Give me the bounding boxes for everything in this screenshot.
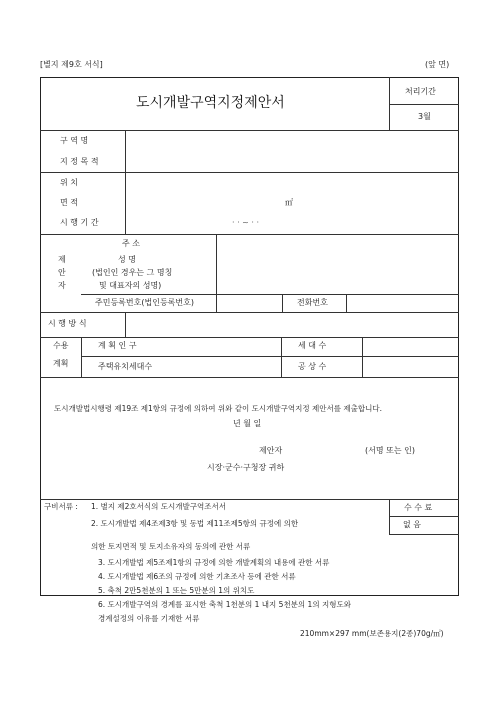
- paper-spec: 210mm×297 mm(보존용지(2종)70g/㎡): [300, 629, 444, 638]
- fee-label: 수 수 료: [404, 503, 433, 512]
- attachments-label: 구비서류 :: [44, 502, 78, 511]
- form-title: 도시개발구역지정제안서: [136, 95, 285, 111]
- fee-value: 없 음: [403, 520, 421, 529]
- proposer-label-2: 안: [58, 268, 66, 277]
- corp-note-line2: 및 대표자의 성명): [99, 281, 162, 290]
- form-number: [별지 제9호 서식]: [40, 60, 103, 69]
- declaration-text: 도시개발법시행령 제19조 제1항의 규정에 의하여 위와 같이 도시개발구역지정 제안서를 제출합니다.: [54, 404, 382, 413]
- housing-label: 주택유치세대수: [98, 362, 153, 371]
- area-unit: ㎡: [285, 198, 293, 207]
- registration-number-label: 주민등록번호(법인등록번호): [95, 298, 194, 307]
- purpose-label: 지 정 목 적: [60, 157, 99, 166]
- proposer-label-1: 제: [58, 255, 66, 264]
- attachment-item: 4. 도시개발법 제6조의 규정에 의한 기초조사 등에 관한 서류: [98, 572, 296, 581]
- address-label: 주 소: [122, 239, 140, 248]
- sign-or-seal: (서명 또는 인): [365, 446, 415, 455]
- corp-note-line1: (법인인 경우는 그 명칭: [92, 268, 173, 277]
- attachment-item: 1. 별지 제2호서식의 도시개발구역조서서: [91, 502, 226, 511]
- attachment-item: 5. 축척 2만5천분의 1 또는 5만분의 1의 위치도: [98, 586, 255, 595]
- page-side: (앞 면): [425, 60, 450, 69]
- phone-label: 전화번호: [297, 298, 328, 307]
- name-label: 성 명: [118, 255, 136, 264]
- attachment-item: 3. 도시개발법 제5조제1항의 규정에 의한 개발계획의 내용에 관한 서류: [98, 558, 330, 567]
- processing-period-value: 3월: [418, 112, 431, 121]
- attachment-item: 6. 도시개발구역의 경계를 표시한 축척 1천분의 1 내지 5천분의 1의 지형도와: [98, 600, 351, 609]
- plan-label-line2: 계획: [53, 359, 69, 368]
- attachment-item: 2. 도시개발법 제4조제3항 및 동법 제11조제5항의 규정에 의한: [91, 519, 299, 528]
- proposer-label-3: 자: [58, 281, 66, 290]
- population-label: 계 획 인 구: [98, 341, 137, 350]
- period-label: 시 행 기 간: [60, 218, 99, 227]
- households-label: 세 대 수: [298, 341, 327, 350]
- density-label: 공 상 수: [298, 362, 327, 371]
- area-label: 면 적: [60, 198, 78, 207]
- attachment-item: 경계설정의 이유를 기재한 서류: [98, 614, 200, 623]
- method-label: 시 행 방 식: [48, 319, 87, 328]
- period-dots: · · ~ · ·: [232, 218, 260, 227]
- plan-label-line1: 수용: [53, 341, 69, 350]
- recipient: 시장·군수·구청장 귀하: [207, 463, 285, 472]
- attachment-item: 의한 토지면적 및 토지소유자의 동의에 관한 서류: [91, 542, 251, 551]
- processing-period-label: 처리기간: [405, 87, 436, 96]
- location-label: 위 치: [60, 178, 78, 187]
- area-name-label: 구 역 명: [60, 136, 89, 145]
- declaration-date: 년 월 일: [233, 419, 262, 428]
- proposer-sign-label: 제안자: [259, 446, 283, 455]
